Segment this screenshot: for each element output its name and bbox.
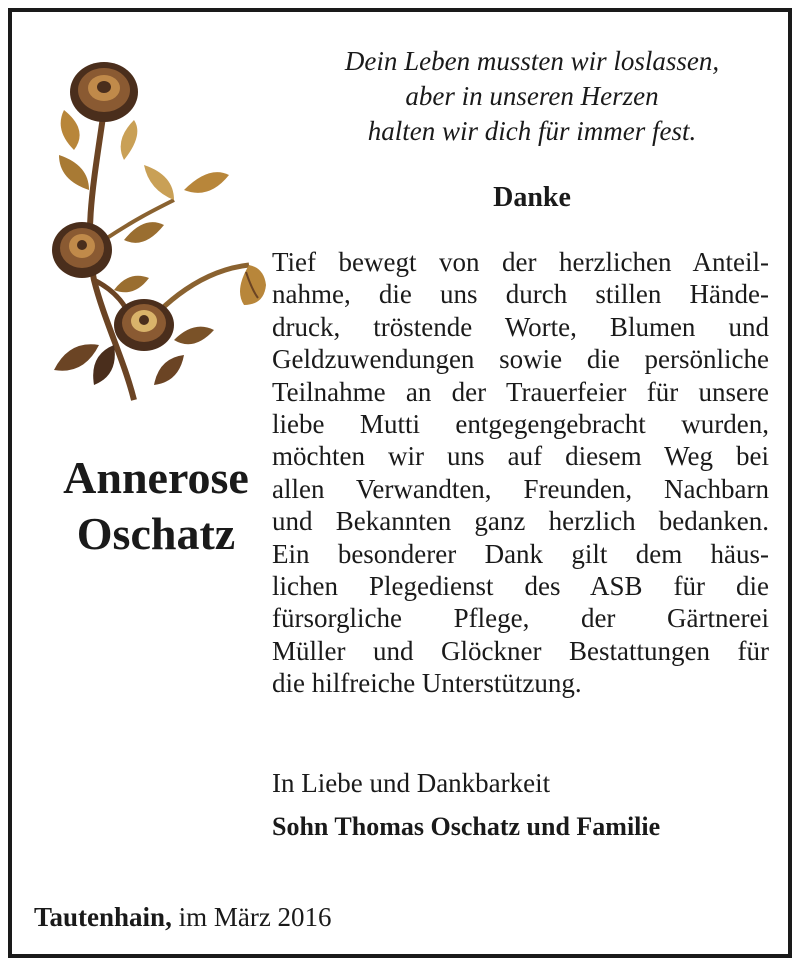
- body-line: Teilnahme an der Trauerfeier für unsere: [272, 376, 769, 407]
- body-line: Geldzuwendungen sowie die persönliche: [272, 344, 769, 375]
- closing-phrase: In Liebe und Dankbarkeit: [272, 768, 551, 798]
- thanks-heading: Danke: [493, 182, 571, 213]
- body-line: Ein besonderer Dank gilt dem häus-: [272, 538, 769, 569]
- deceased-first-name: Annerose: [63, 452, 249, 503]
- quote-line: aber in unseren Herzen: [405, 81, 659, 111]
- place-date: [34, 902, 332, 933]
- quote-line: halten wir dich für immer fest.: [367, 116, 697, 146]
- thanks-body: [272, 246, 769, 700]
- quote-line: Dein Leben mussten wir loslassen,: [344, 46, 720, 76]
- obituary-card: [8, 8, 792, 958]
- body-line: und Bekannten ganz herzlich bedanken.: [272, 506, 769, 537]
- deceased-name: [22, 450, 290, 562]
- body-line: nahme, die uns durch stillen Hände-: [272, 279, 769, 310]
- place: Tautenhain,: [34, 902, 172, 932]
- body-line: allen Verwandten, Freunden, Nachbarn: [272, 473, 769, 504]
- body-line: liebe Mutti entgegengebracht wurden,: [272, 409, 769, 440]
- body-line: druck, tröstende Worte, Blumen und: [272, 311, 769, 342]
- deceased-last-name: Oschatz: [76, 508, 236, 559]
- body-line: fürsorgliche Pflege, der Gärtnerei: [272, 603, 769, 634]
- signature: Sohn Thomas Oschatz und Familie: [272, 812, 661, 841]
- memorial-quote: [292, 44, 772, 149]
- body-line: Tief bewegt von der herzlichen Anteil-: [272, 247, 769, 277]
- body-line: möchten wir uns auf diesem Weg bei: [272, 441, 769, 472]
- date: im März 2016: [178, 902, 332, 932]
- body-line: die hilfreiche Unterstützung.: [272, 668, 582, 699]
- body-line: lichen Plegedienst des ASB für die: [272, 571, 769, 602]
- body-line: Müller und Glöckner Bestattungen für: [272, 635, 769, 666]
- rose-branch-icon: [34, 40, 274, 420]
